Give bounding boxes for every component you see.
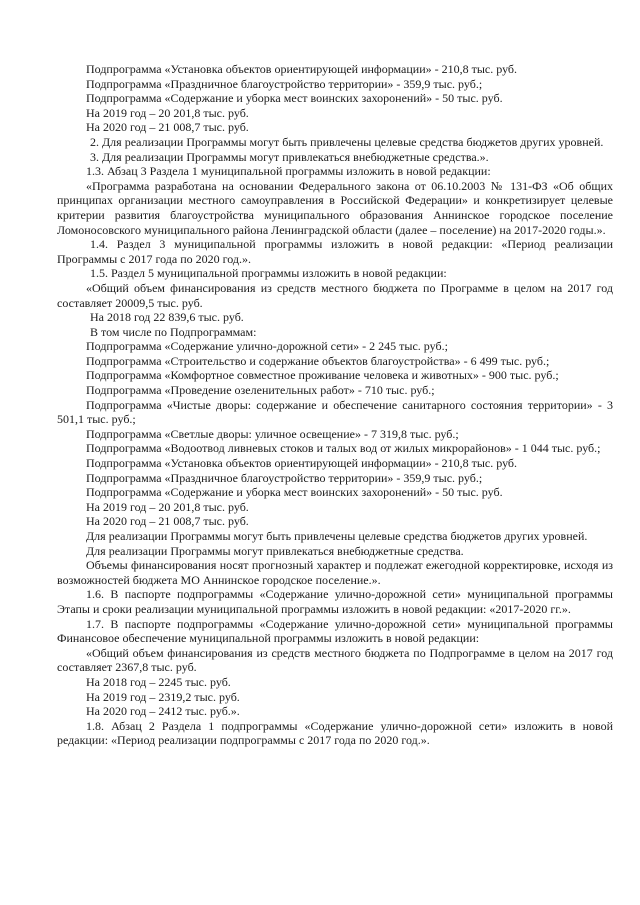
paragraph: Подпрограмма «Комфортное совместное проживание человека и животных» - 900 тыс. руб.;: [86, 368, 559, 383]
paragraph: Для реализации Программы могут привлекаться внебюджетные средства.: [86, 543, 464, 558]
paragraph: Подпрограмма «Установка объектов ориентирующей информации» - 210,8 тыс. руб.: [86, 62, 518, 76]
paragraph: На 2018 год – 2245 тыс. руб.: [86, 674, 231, 689]
paragraph: Подпрограмма «Содержание и уборка мест воинских захоронений» - 50 тыс. руб.: [86, 91, 503, 106]
paragraph: Подпрограмма «Проведение озеленительных работ» - 710 тыс. руб.;: [86, 383, 435, 398]
paragraph: Подпрограмма «Светлые дворы: уличное освещение» - 7 319,8 тыс. руб.;: [86, 426, 459, 441]
paragraph: 1.5. Раздел 5 муниципальной программы изложить в новой редакции:: [90, 266, 447, 281]
paragraph: «Программа разработана на основании Федерального закона от 06.10.2003 № 131-ФЗ «Об общих принципах организации местного самоуправления в Российской Федерации» и конкретизирует целевые критерии развития благоустройства муниципального образования Аннинское городское поселение Ломоносовского муниципального района Ленинградской области (далее – поселение) на 2017-2020 годы.».: [57, 178, 613, 237]
paragraph: Подпрограмма «Строительство и содержание объектов благоустройства» - 6 499 тыс. руб.;: [86, 353, 550, 368]
paragraph: На 2019 год – 2319,2 тыс. руб.: [86, 689, 240, 704]
paragraph: На 2020 год – 2412 тыс. руб.».: [86, 704, 240, 719]
paragraph: Объемы финансирования носят прогнозный характер и подлежат ежегодной корректировке, исходя из возможностей бюджета МО Аннинское городское поселение.».: [57, 558, 613, 587]
paragraph: Подпрограмма «Содержание улично-дорожной сети» - 2 245 тыс. руб.;: [86, 339, 448, 354]
document-body: [57, 62, 613, 748]
paragraph: Для реализации Программы могут быть привлечены целевые средства бюджетов других уровней.: [86, 529, 588, 543]
paragraph: 1.6. В паспорте подпрограммы «Содержание улично-дорожной сети» муниципальной программы Этапы и сроки реализации муниципальной программы изложить в новой редакции: «2017-2020 гг.».: [57, 587, 613, 616]
paragraph: Подпрограмма «Содержание и уборка мест воинских захоронений» - 50 тыс. руб.: [86, 485, 503, 500]
paragraph: Подпрограмма «Праздничное благоустройство территории» - 359,9 тыс. руб.;: [86, 470, 483, 485]
paragraph: На 2018 год 22 839,6 тыс. руб.: [90, 310, 244, 325]
paragraph: 1.3. Абзац 3 Раздела 1 муниципальной программы изложить в новой редакции:: [86, 164, 491, 179]
paragraph: Подпрограмма «Чистые дворы: содержание и обеспечение санитарного состояния территории» - 3 501,1 тыс. руб.;: [57, 397, 613, 427]
paragraph: 2. Для реализации Программы могут быть привлечены целевые средства бюджетов других уровней.: [90, 134, 604, 149]
paragraph: На 2020 год – 21 008,7 тыс. руб.: [86, 120, 249, 135]
paragraph: На 2019 год – 20 201,8 тыс. руб.: [86, 105, 249, 120]
paragraph: Подпрограмма «Праздничное благоустройство территории» - 359,9 тыс. руб.;: [86, 76, 483, 91]
paragraph: На 2020 год – 21 008,7 тыс. руб.: [86, 514, 249, 529]
paragraph: «Общий объем финансирования из средств местного бюджета по Подпрограмме в целом на 2017 год составляет 2367,8 тыс. руб.: [57, 645, 613, 675]
paragraph: «Общий объем финансирования из средств местного бюджета по Программе в целом на 2017 год составляет 20009,5 тыс. руб.: [57, 280, 613, 310]
paragraph: 1.8. Абзац 2 Раздела 1 подпрограммы «Содержание улично-дорожной сети» изложить в новой редакции: «Период реализации подпрограммы с 2017 года по 2020 год.».: [57, 718, 613, 748]
paragraph: На 2019 год – 20 201,8 тыс. руб.: [86, 499, 249, 514]
paragraph: В том числе по Подпрограммам:: [90, 324, 257, 339]
paragraph: 1.4. Раздел 3 муниципальной программы изложить в новой редакции: «Период реализации Программы с 2017 года по 2020 год.».: [57, 237, 613, 266]
paragraph: Подпрограмма «Водоотвод ливневых стоков и талых вод от жилых микрорайонов» - 1 044 тыс. руб.;: [86, 441, 601, 456]
paragraph: 3. Для реализации Программы могут привлекаться внебюджетные средства.».: [90, 149, 489, 164]
paragraph: Подпрограмма «Установка объектов ориентирующей информации» - 210,8 тыс. руб.: [86, 456, 518, 471]
paragraph: 1.7. В паспорте подпрограммы «Содержание улично-дорожной сети» муниципальной программы Финансовое обеспечение муниципальной программы изложить в новой редакции:: [57, 616, 613, 646]
